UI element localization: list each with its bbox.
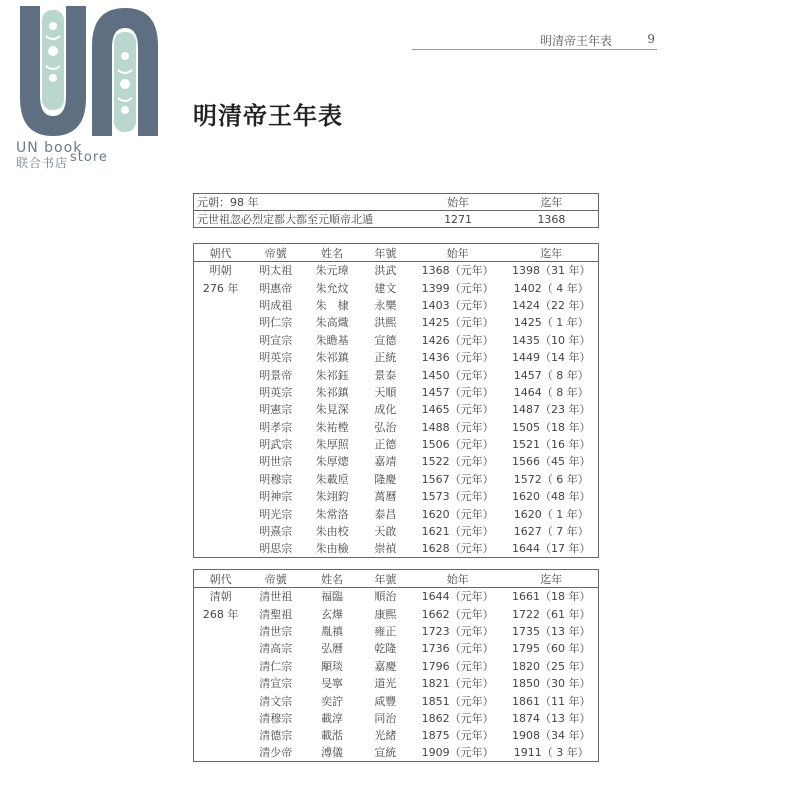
table-cell: 清朝 [209,590,232,604]
table-cell: 同治 [374,711,397,725]
table-cell: 1424（22 年） [512,298,591,312]
table-cell: 洪武 [374,264,397,278]
table-cell [194,366,248,383]
column-header: 迄年 [505,244,599,262]
table-cell [194,331,248,348]
logo-store: store [70,150,108,165]
table-cell: 1661（18 年） [512,590,591,604]
table-cell: 成化 [374,403,397,417]
table-cell [194,622,248,639]
table-cell: 1399（元年） [421,281,494,295]
table-cell: 景泰 [374,368,397,382]
table-cell: 嘉靖 [374,455,397,469]
table-cell: 朱翊鈞 [315,490,349,504]
table-row [194,262,599,279]
table-cell: 明武宗 [259,438,293,452]
table-cell: 1821（元年） [421,677,494,691]
table-row [194,211,599,228]
yuan-table [193,193,599,228]
table-cell: 嘉慶 [374,659,397,673]
table-cell: 正德 [374,438,397,452]
table-cell: 康熙 [374,607,397,621]
table-cell: 載淳 [321,711,344,725]
table-cell [194,674,248,691]
table-row [194,622,599,639]
table-cell: 福臨 [321,590,344,604]
table-cell: 迄年 [505,194,599,211]
table-cell: 1644（17 年） [512,542,591,556]
table-cell: 永樂 [374,298,397,312]
table-cell: 明憲宗 [259,403,293,417]
table-cell: 1861（11 年） [512,694,591,708]
table-cell [194,488,248,505]
table-cell [194,505,248,522]
table-cell [194,709,248,726]
table-cell: 明英宗 [259,385,293,399]
table-cell: 弘治 [374,420,397,434]
table-cell: 萬曆 [374,490,397,504]
table-cell: 天順 [374,385,397,399]
table-cell: 明惠帝 [259,281,293,295]
table-cell [194,435,248,452]
running-title: 明清帝王年表 [540,34,613,48]
table-cell: 1796（元年） [421,659,494,673]
column-header: 年號 [360,244,411,262]
table-row [194,418,599,435]
table-cell: 1795（60 年） [512,642,591,656]
table-cell: 元世祖忽必烈定都大都至元順帝北遁 [197,213,373,226]
table-cell [194,453,248,470]
table-cell: 清聖祖 [259,607,293,621]
table-cell: 1644（元年） [421,590,494,604]
table-header-row [194,570,599,588]
table-cell: 1435（10 年） [512,333,591,347]
table-row [194,657,599,674]
table-cell: 隆慶 [374,472,397,486]
table-cell: 朱高熾 [315,316,349,330]
table-cell: 咸豐 [374,694,397,708]
table-cell [194,727,248,744]
table-cell [194,401,248,418]
table-cell: 1908（34 年） [512,729,591,743]
table-cell: 光緒 [374,729,397,743]
table-cell: 明思宗 [259,542,293,556]
running-header [412,30,657,50]
table-cell: 始年 [411,194,505,211]
table-cell [194,470,248,487]
table-row [194,314,599,331]
table-cell: 朱 棣 [315,298,349,312]
table-cell [194,540,248,557]
table-cell: 胤禛 [321,624,344,638]
table-cell: 明世宗 [259,455,293,469]
table-cell: 清少帝 [259,746,293,760]
table-cell: 朱允炆 [315,281,349,295]
table-cell: 1851（元年） [421,694,494,708]
table-cell [194,383,248,400]
table-cell: 朱厚照 [315,438,349,452]
table-cell: 1573（元年） [421,490,494,504]
table-row [194,488,599,505]
table-cell: 明神宗 [259,490,293,504]
table-row [194,453,599,470]
table-cell: 1488（元年） [421,420,494,434]
table-cell [194,348,248,365]
table-cell: 1506（元年） [421,438,494,452]
logo-chinese: 联合书店 [16,156,69,170]
table-cell: 正統 [374,351,397,365]
table-cell: 朱由檢 [315,542,349,556]
table-row [194,279,599,296]
column-header: 朝代 [194,244,248,262]
table-row [194,383,599,400]
table-cell: 1627（ 7 年） [513,525,589,539]
table-cell: 宣統 [374,746,397,760]
table-cell: 1521（16 年） [512,438,591,452]
table-cell: 明宣宗 [259,333,293,347]
table-cell: 朱見深 [315,403,349,417]
table-row [194,296,599,313]
table-cell: 1621（元年） [421,525,494,539]
table-cell: 朱瞻基 [315,333,349,347]
table-cell: 1505（18 年） [512,420,591,434]
logo-text [16,140,161,171]
table-cell: 旻寧 [321,677,344,691]
table-row [194,435,599,452]
table-cell: 1522（元年） [421,455,494,469]
table-cell: 朱祐樘 [315,420,349,434]
table-row [194,522,599,539]
table-cell: 乾隆 [374,642,397,656]
table-cell: 1465（元年） [421,403,494,417]
table-cell: 1436（元年） [421,351,494,365]
table-cell: 清世宗 [259,624,293,638]
table-cell: 1875（元年） [421,729,494,743]
table-cell: 1628（元年） [421,542,494,556]
logo-graphic [16,6,161,136]
table-cell: 明朝 [209,264,232,278]
table-cell: 道光 [374,677,397,691]
column-header: 帝號 [247,570,304,588]
table-cell: 建文 [374,281,397,295]
table-cell: 清德宗 [259,729,293,743]
table-cell: 溥儀 [321,746,344,760]
table-cell: 1566（45 年） [512,455,591,469]
table-cell [194,657,248,674]
table-cell: 載湉 [321,729,344,743]
table-cell: 1368 [537,212,566,226]
table-cell: 1567（元年） [421,472,494,486]
table-cell: 276 年 [202,281,239,295]
table-cell: 1620（ 1 年） [513,507,589,521]
table-cell: 朱祁鎮 [315,385,349,399]
table-cell [194,744,248,761]
table-cell: 明穆宗 [259,472,293,486]
table-cell: 宣德 [374,333,397,347]
table-row [194,331,599,348]
column-header: 年號 [360,570,411,588]
column-header: 始年 [411,244,505,262]
ming-table [193,243,599,558]
table-cell: 1487（23 年） [512,403,591,417]
table-cell: 明景帝 [259,368,293,382]
table-cell: 崇禎 [374,542,397,556]
table-cell [194,692,248,709]
table-cell: 泰昌 [374,507,397,521]
table-cell: 1620（元年） [421,507,494,521]
table-row [194,470,599,487]
table-cell: 1457（元年） [421,385,494,399]
table-row [194,348,599,365]
table-cell: 1722（61 年） [512,607,591,621]
table-cell: 1874（13 年） [512,711,591,725]
table-cell: 明太祖 [259,264,293,278]
page-number: 9 [647,32,655,46]
table-cell: 元朝：98 年 [194,194,412,211]
table-cell: 朱載垕 [315,472,349,486]
table-cell: 1572（ 6 年） [513,472,589,486]
table-cell: 1271 [444,212,473,226]
table-cell: 清穆宗 [259,711,293,725]
table-cell: 清宣宗 [259,677,293,691]
table-cell: 1398（31 年） [512,264,591,278]
table-cell: 1723（元年） [421,624,494,638]
table-cell: 朱厚熜 [315,455,349,469]
table-cell: 1735（13 年） [512,624,591,638]
table-cell: 明成祖 [259,298,293,312]
table-cell: 天啟 [374,525,397,539]
logo-line1: UN book [16,140,83,156]
table-cell: 1620（48 年） [512,490,591,504]
page-title: 明清帝王年表 [193,101,343,130]
table-cell: 1464（ 8 年） [513,385,589,399]
table-row [194,744,599,761]
table-row [194,640,599,657]
table-cell: 1449（14 年） [512,351,591,365]
table-cell: 洪熙 [374,316,397,330]
table-cell [194,296,248,313]
table-row [194,709,599,726]
column-header: 朝代 [194,570,248,588]
table-cell [194,314,248,331]
column-header: 迄年 [505,570,599,588]
logo-line2 [16,150,161,171]
table-cell [194,418,248,435]
table-cell: 顒琰 [321,659,344,673]
table-cell: 弘曆 [321,642,344,656]
table-cell: 奕詝 [321,694,344,708]
table-cell: 明仁宗 [259,316,293,330]
table-header-row [194,244,599,262]
table-cell: 268 年 [202,607,239,621]
column-header: 姓名 [304,570,360,588]
table-cell: 順治 [374,590,397,604]
table-row [194,505,599,522]
column-header: 姓名 [304,244,360,262]
table-cell: 1909（元年） [421,746,494,760]
table-cell: 朱祁鈺 [315,368,349,382]
table-row [194,194,599,211]
table-cell: 明英宗 [259,351,293,365]
table-cell: 明光宗 [259,507,293,521]
table-cell [194,522,248,539]
table-cell: 朱祁鎮 [315,351,349,365]
table-cell: 1862（元年） [421,711,494,725]
table-row [194,588,599,605]
ming-table-body [194,262,599,558]
qing-table [193,569,599,762]
table-row [194,674,599,691]
table-row [194,727,599,744]
table-cell: 玄燁 [321,607,344,621]
table-cell: 1425（ 1 年） [513,316,589,330]
table-cell: 1402（ 4 年） [513,281,589,295]
table-cell: 1457（ 8 年） [513,368,589,382]
table-row [194,401,599,418]
table-cell: 清文宗 [259,694,293,708]
table-row [194,540,599,557]
qing-table-body [194,588,599,762]
table-cell: 1911（ 3 年） [513,746,589,760]
table-cell: 雍正 [374,624,397,638]
table-cell: 明孝宗 [259,420,293,434]
table-row [194,605,599,622]
table-cell: 1736（元年） [421,642,494,656]
table-cell: 1820（25 年） [512,659,591,673]
table-cell: 朱由校 [315,525,349,539]
table-cell: 1368（元年） [421,264,494,278]
table-row [194,366,599,383]
table-cell: 1403（元年） [421,298,494,312]
table-row [194,692,599,709]
table-cell: 1662（元年） [421,607,494,621]
table-cell: 1450（元年） [421,368,494,382]
table-cell: 朱元璋 [315,264,349,278]
table-cell: 1426（元年） [421,333,494,347]
table-cell: 清仁宗 [259,659,293,673]
table-cell: 1850（30 年） [512,677,591,691]
table-cell: 清高宗 [259,642,293,656]
table-cell: 1425（元年） [421,316,494,330]
column-header: 始年 [411,570,505,588]
table-cell: 明熹宗 [259,525,293,539]
table-cell: 朱常洛 [315,507,349,521]
column-header: 帝號 [247,244,304,262]
table-cell [194,640,248,657]
table-cell: 清世祖 [259,590,293,604]
